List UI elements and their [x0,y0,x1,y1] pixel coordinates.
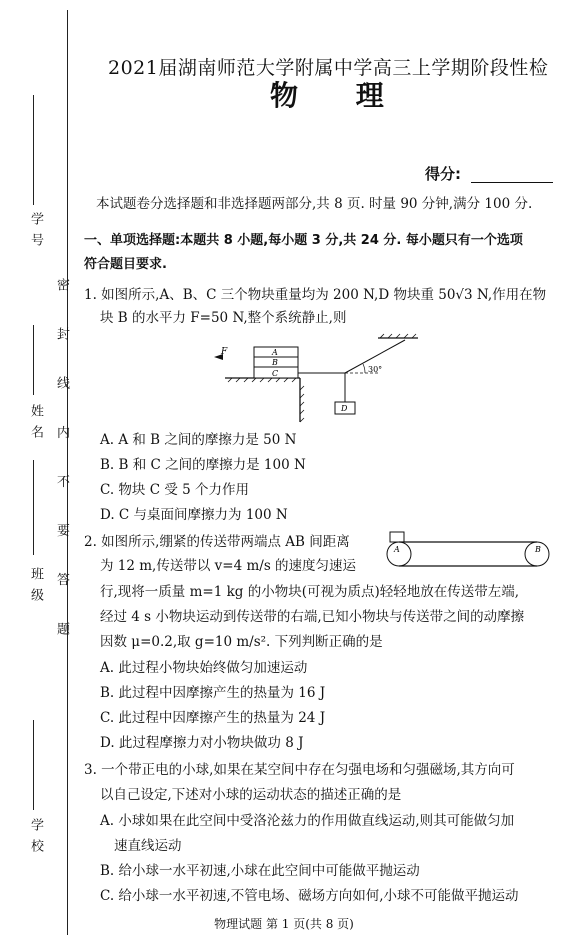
q2-stem-line3: 行,现将一质量 m=1 kg 的小物块(可视为质点)轻轻地放在传送带左端, [100,584,520,600]
score-label: 得分: [425,165,461,183]
q2-stem-line2: 为 12 m,传送带以 v=4 m/s 的速度匀速运 [100,558,357,574]
section-heading-cont: 符合题目要求. [84,257,167,272]
q1-stem-line2: 块 B 的水平力 F=50 N,整个系统静止,则 [100,310,347,326]
intro-text: 本试题卷分选择题和非选择题两部分,共 8 页. 时量 90 分钟,满分 100 分. [96,196,533,212]
angle-arc [363,364,365,373]
label-a: A [394,545,400,554]
q1-option-d[interactable]: D. C 与桌面间摩擦力为 100 N [100,507,288,523]
section-heading: 一、单项选择题:本题共 8 小题,每小题 3 分,共 24 分. 每小题只有一个选项 [84,233,523,248]
margin-field-line-2 [33,325,34,395]
margin-field-line-1 [33,95,34,205]
q2-option-c[interactable]: C. 此过程中因摩擦产生的热量为 24 J [100,710,326,726]
score-blank[interactable] [471,182,553,183]
q2-option-b[interactable]: B. 此过程中因摩擦产生的热量为 16 J [100,685,326,701]
q3-stem-line2: 以自己设定,下述对小球的运动状态的描述正确的是 [100,787,402,803]
q2-stem-line5: 因数 μ=0.2,取 g=10 m/s². 下列判断正确的是 [100,634,383,650]
force-label: F [221,347,228,357]
field-class: 班 级 [28,567,43,604]
q2-option-a[interactable]: A. 此过程小物块始终做匀加速运动 [100,660,308,676]
margin-field-line-4 [33,720,34,810]
field-school: 学 校 [28,818,43,855]
q1-stem-line1: 1. 如图所示,A、B、C 三个物块重量均为 200 N,D 物块重 50√3 N,作用在物 [84,287,547,303]
label-d: D [341,404,348,413]
q3-option-a[interactable]: A. 小球如果在此空间中受洛沦兹力的作用做直线运动,则其可能做匀加 [100,813,515,829]
page-footer: 物理试题 第 1 页(共 8 页) [214,917,354,931]
label-b: B [272,358,278,367]
subject-title: 物 理 [270,79,408,112]
seal-notice: 密 封 线 内 不 要 答 题 [54,278,69,651]
field-student-id: 学 号 [28,212,43,249]
q1-option-c[interactable]: C. 物块 C 受 5 个力作用 [100,482,250,498]
margin-field-line-3 [33,460,34,555]
page-title: 2021届湖南师范大学附属中学高三上学期阶段性检 [108,57,549,79]
field-name: 姓 名 [28,404,43,441]
q2-option-d[interactable]: D. 此过程摩擦力对小物块做功 8 J [100,735,304,751]
q2-figure [385,527,555,579]
q3-stem-line1: 3. 一个带正电的小球,如果在某空间中存在匀强电场和匀强磁场,其方向可 [84,762,515,778]
q1-option-a[interactable]: A. A 和 B 之间的摩擦力是 50 N [100,432,297,448]
angle-label: 30° [368,365,383,374]
q3-option-b[interactable]: B. 给小球一水平初速,小球在此空间中可能做平抛运动 [100,863,420,879]
label-b: B [535,545,541,554]
label-c: C [272,369,279,378]
q2-stem-line1: 2. 如图所示,绷紧的传送带两端点 AB 间距离 [84,534,350,550]
q3-option-a-cont: 速直线运动 [114,838,182,854]
q2-stem-line4: 经过 4 s 小物块运动到传送带的右端,已知小物块与传送带之间的动摩擦 [100,609,525,625]
q1-figure [210,330,420,425]
small-block [390,532,404,542]
label-a: A [272,348,278,357]
q3-option-c[interactable]: C. 给小球一水平初速,不管电场、磁场方向如何,小球不可能做平抛运动 [100,888,519,904]
q1-option-b[interactable]: B. B 和 C 之间的摩擦力是 100 N [100,457,306,473]
